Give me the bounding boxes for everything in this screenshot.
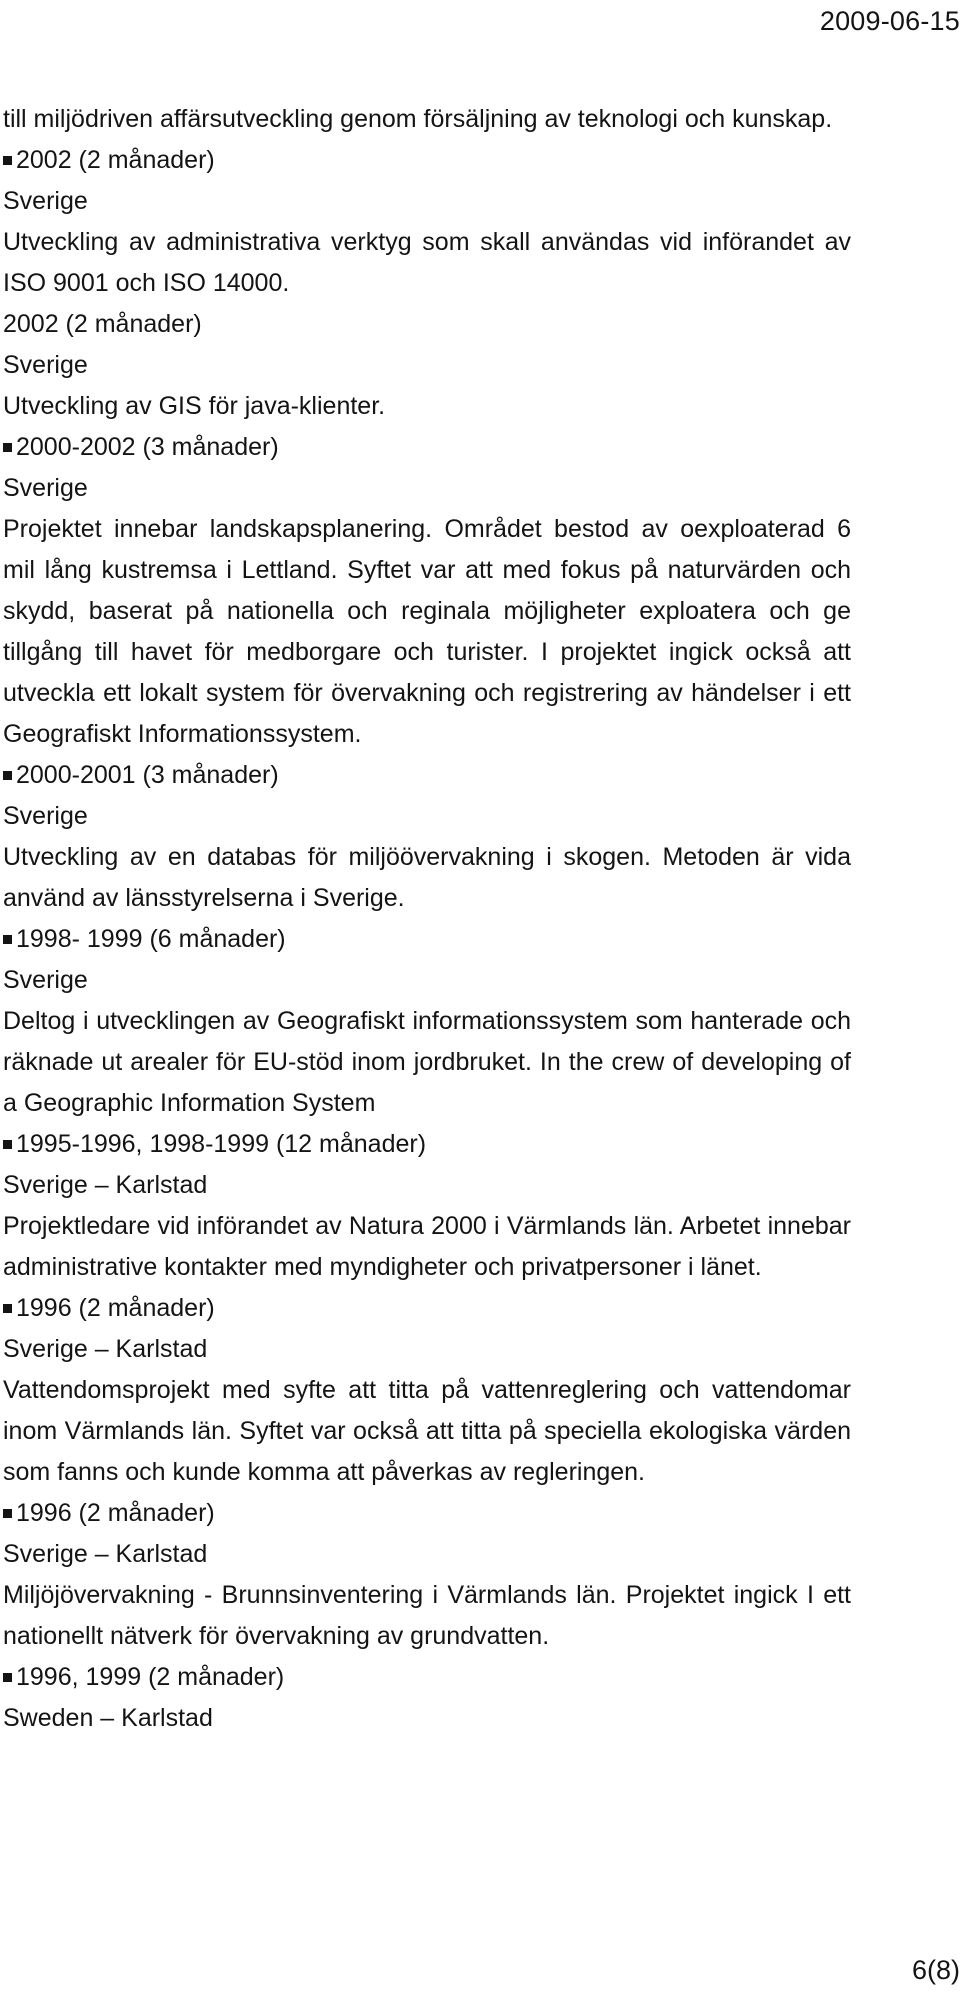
entry-period-text: 1996 (2 månader) (16, 1294, 215, 1322)
entry-period-text: 1998- 1999 (6 månader) (16, 925, 286, 953)
square-bullet-icon (3, 771, 12, 780)
entry-location: Sverige (3, 966, 88, 994)
entry-description: Utveckling av GIS för java-klienter. (3, 392, 386, 420)
experience-entry (3, 919, 851, 1124)
entry-period-text: 1995-1996, 1998-1999 (12 månader) (16, 1130, 427, 1158)
square-bullet-icon (3, 1673, 12, 1682)
entry-location: Sverige (3, 474, 88, 502)
entry-period-text: 2002 (2 månader) (3, 310, 202, 338)
square-bullet-icon (3, 443, 12, 452)
entry-period-text: 2000-2002 (3 månader) (16, 433, 279, 461)
entry-location: Sverige – Karlstad (3, 1335, 208, 1363)
entry-period-text: 1996 (2 månader) (16, 1499, 215, 1527)
intro-continuation: till miljödriven affärsutveckling genom försäljning av teknologi och kunskap. (3, 105, 833, 133)
entry-description: Utveckling av administrativa verktyg som skall användas vid införandet av ISO 9001 och ISO 14000. (3, 228, 851, 297)
entry-period (3, 755, 851, 796)
entry-location: Sverige – Karlstad (3, 1540, 208, 1568)
experience-entry (3, 755, 851, 919)
experience-entry (3, 1657, 851, 1739)
entry-period (3, 427, 851, 468)
entry-description: Projektledare vid införandet av Natura 2000 i Värmlands län. Arbetet innebar administrative kontakter med myndigheter och privatpersoner i länet. (3, 1212, 851, 1281)
experience-entry (3, 1288, 851, 1493)
experience-entry (3, 304, 851, 427)
square-bullet-icon (3, 1304, 12, 1313)
entry-description: Vattendomsprojekt med syfte att titta på vattenreglering och vattendomar inom Värmlands län. Syftet var också att titta på speciella ekologiska värden som fanns och kunde komma att påverkas av regleringen. (3, 1376, 851, 1486)
entry-period-text: 1996, 1999 (2 månader) (16, 1663, 285, 1691)
experience-entry (3, 1493, 851, 1657)
square-bullet-icon (3, 156, 12, 165)
entry-description: Utveckling av en databas för miljöövervakning i skogen. Metoden är vida använd av länsstyrelserna i Sverige. (3, 843, 851, 912)
square-bullet-icon (3, 935, 12, 944)
entry-period-text: 2000-2001 (3 månader) (16, 761, 279, 789)
entry-period (3, 304, 851, 345)
square-bullet-icon (3, 1509, 12, 1518)
entry-period-text: 2002 (2 månader) (16, 146, 215, 174)
entry-description: Miljöjövervakning - Brunnsinventering i Värmlands län. Projektet ingick I ett nationellt nätverk för övervakning av grundvatten. (3, 1581, 851, 1650)
document-body (3, 99, 851, 1739)
experience-entry (3, 140, 851, 304)
entry-period (3, 1657, 851, 1698)
entry-period (3, 1493, 851, 1534)
entry-period (3, 1124, 851, 1165)
entry-period (3, 1288, 851, 1329)
experience-entry (3, 427, 851, 755)
square-bullet-icon (3, 1140, 12, 1149)
entry-description: Deltog i utvecklingen av Geografiskt informationssystem som hanterade och räknade ut arealer för EU-stöd inom jordbruket. In the crew of developing of a Geographic Information System (3, 1007, 851, 1117)
entry-location: Sverige – Karlstad (3, 1171, 208, 1199)
entry-location: Sverige (3, 187, 88, 215)
entry-period (3, 140, 851, 181)
page-number: 6(8) (911, 1955, 960, 1985)
entry-location: Sverige (3, 802, 88, 830)
entry-location: Sweden – Karlstad (3, 1704, 213, 1732)
entry-description: Projektet innebar landskapsplanering. Området bestod av oexploaterad 6 mil lång kustremsa i Lettland. Syftet var att med fokus på naturvärden och skydd, baserat på nationella och reginala möjligheter exploatera och ge tillgång till havet för medborgare och turister. I projektet ingick också att utveckla ett lokalt system för övervakning och registrering av händelser i ett Geografiskt Informationssystem. (3, 515, 851, 748)
header-date: 2009-06-15 (819, 6, 960, 36)
entry-list (3, 140, 851, 1739)
entry-period (3, 919, 851, 960)
experience-entry (3, 1124, 851, 1288)
entry-location: Sverige (3, 351, 88, 379)
